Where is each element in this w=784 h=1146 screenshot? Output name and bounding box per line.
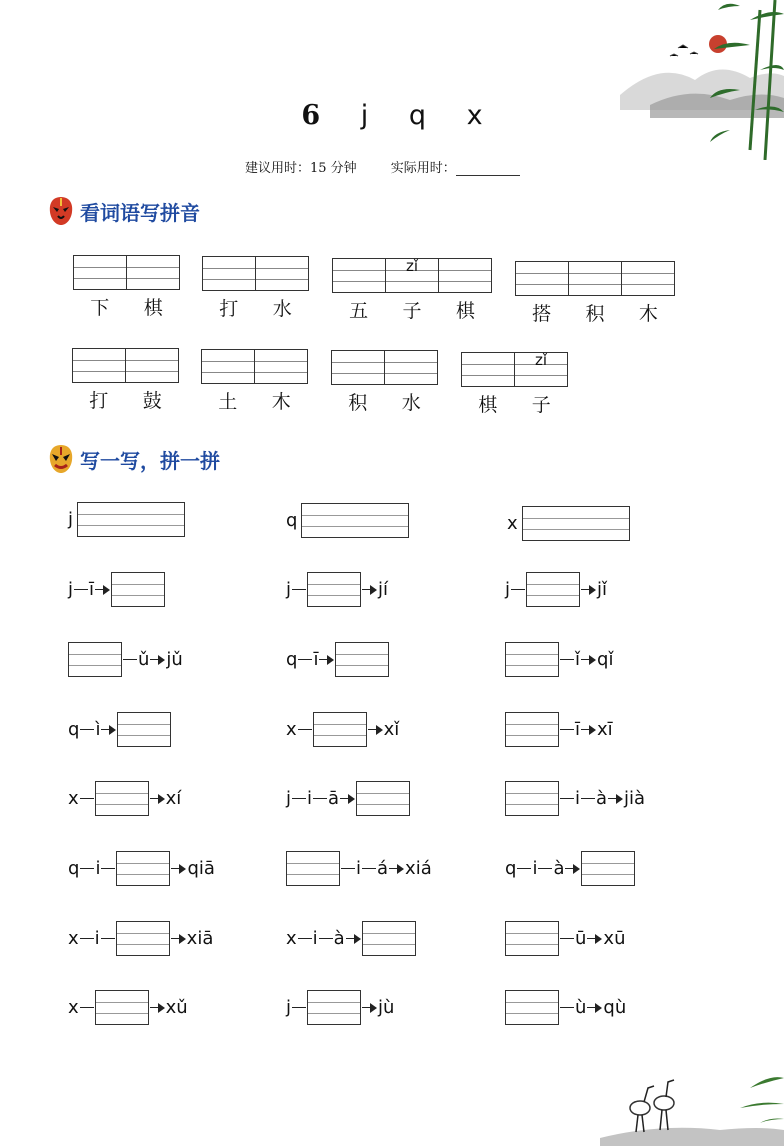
- letter-label: x: [507, 513, 518, 534]
- joining-dash: [80, 938, 94, 939]
- spelling-item: [286, 851, 432, 886]
- word-wuziqi: zǐ 五 子 棋: [332, 258, 492, 323]
- pinyin-text: i: [532, 858, 538, 879]
- answer-box[interactable]: [356, 781, 410, 816]
- pinyin-text: jí: [378, 579, 389, 600]
- pinyin-grid[interactable]: [201, 349, 308, 384]
- pinyin-text: xū: [603, 928, 626, 949]
- spelling-item: [505, 990, 626, 1025]
- answer-box[interactable]: [581, 851, 635, 886]
- joining-dash: [101, 868, 115, 869]
- opera-mask-red-icon: [48, 196, 74, 226]
- pinyin-text: à: [596, 788, 608, 809]
- arrow-right-icon: [340, 794, 354, 804]
- joining-dash: [319, 938, 333, 939]
- pinyin-text: xí: [165, 788, 182, 809]
- joining-dash: [560, 659, 574, 660]
- pinyin-text: jǐ: [597, 579, 608, 600]
- actual-time-label: 实际用时：: [390, 161, 456, 176]
- arrow-right-icon: [95, 585, 109, 595]
- joining-dash: [560, 938, 574, 939]
- spelling-item: [68, 642, 183, 677]
- pinyin-text: ì: [95, 719, 101, 740]
- arrow-right-icon: [150, 655, 164, 665]
- pinyin-text: x: [68, 788, 79, 809]
- suggested-time: 建议用时：15 分钟: [245, 161, 357, 176]
- title-letter-x: x: [466, 100, 483, 131]
- joining-dash: [292, 589, 306, 590]
- answer-box[interactable]: [313, 712, 367, 747]
- arrow-right-icon: [368, 725, 382, 735]
- letter-label: j: [68, 509, 74, 530]
- pinyin-text: i: [312, 928, 318, 949]
- spelling-item: [286, 921, 416, 956]
- answer-box[interactable]: [286, 851, 340, 886]
- spelling-item: [286, 642, 389, 677]
- spelling-item: [286, 572, 388, 607]
- answer-box[interactable]: [116, 851, 170, 886]
- answer-box[interactable]: [68, 642, 122, 677]
- actual-time-field[interactable]: [456, 163, 520, 176]
- answer-box[interactable]: [95, 781, 149, 816]
- pinyin-text: q: [68, 719, 80, 740]
- arrow-right-icon: [171, 934, 185, 944]
- arrow-right-icon: [346, 934, 360, 944]
- pinyin-text: xiā: [186, 928, 214, 949]
- letter-label: q: [286, 510, 298, 531]
- word-xiaqi: 下 棋: [73, 255, 180, 320]
- word-dashui: 打 水: [202, 256, 309, 321]
- answer-box[interactable]: [505, 990, 559, 1025]
- section1-title: 看词语写拼音: [80, 200, 200, 225]
- arrow-right-icon: [587, 934, 601, 944]
- joining-dash: [298, 729, 312, 730]
- pinyin-text: xiá: [405, 858, 432, 879]
- joining-dash: [517, 868, 531, 869]
- answer-box[interactable]: [505, 642, 559, 677]
- word-jishui: 积 水: [331, 350, 438, 415]
- title-letter-j: j: [360, 100, 369, 131]
- write-j: [68, 502, 185, 537]
- joining-dash: [341, 868, 355, 869]
- arrow-right-icon: [101, 725, 115, 735]
- spelling-item: [68, 851, 215, 886]
- joining-dash: [80, 798, 94, 799]
- joining-dash: [362, 868, 376, 869]
- pinyin-text: i: [307, 788, 313, 809]
- pinyin-text: ā: [328, 788, 340, 809]
- arrow-right-icon: [581, 725, 595, 735]
- pinyin-text: xī: [597, 719, 613, 740]
- spelling-item: [68, 921, 213, 956]
- joining-dash: [560, 798, 574, 799]
- spelling-item: [286, 990, 394, 1025]
- joining-dash: [80, 868, 94, 869]
- arrow-right-icon: [587, 1003, 601, 1013]
- landscape-decoration: [600, 0, 784, 160]
- lesson-number: 6: [301, 100, 321, 131]
- spelling-item: [68, 990, 188, 1025]
- joining-dash: [123, 659, 137, 660]
- pinyin-text: xǐ: [383, 719, 400, 740]
- pinyin-text: j: [68, 579, 74, 600]
- joining-dash: [292, 798, 306, 799]
- pinyin-text: i: [575, 788, 581, 809]
- spelling-item: [505, 921, 625, 956]
- joining-dash: [560, 729, 574, 730]
- section2-header: [48, 444, 220, 474]
- pinyin-text: i: [94, 928, 100, 949]
- pinyin-grid[interactable]: [72, 348, 179, 383]
- joining-dash: [511, 589, 525, 590]
- arrow-right-icon: [150, 1003, 164, 1013]
- joining-dash: [292, 1007, 306, 1008]
- pinyin-grid[interactable]: [515, 261, 675, 296]
- crane-decoration: [600, 1068, 784, 1146]
- spelling-item: [505, 572, 607, 607]
- arrow-right-icon: [362, 585, 376, 595]
- spelling-item: [505, 642, 613, 677]
- answer-box[interactable]: [95, 990, 149, 1025]
- section1-header: [48, 196, 200, 226]
- joining-dash: [74, 589, 88, 590]
- answer-box[interactable]: [505, 921, 559, 956]
- word-dagu: 打 鼓: [72, 348, 179, 413]
- pinyin-text: q: [286, 649, 298, 670]
- answer-box[interactable]: [307, 572, 361, 607]
- answer-box[interactable]: [335, 642, 389, 677]
- pinyin-text: j: [286, 579, 292, 600]
- writing-box[interactable]: [522, 506, 630, 541]
- pinyin-grid[interactable]: zǐ: [332, 258, 492, 293]
- pinyin-text: ù: [575, 997, 587, 1018]
- time-row: [245, 157, 520, 176]
- pinyin-text: xǔ: [165, 997, 188, 1018]
- pinyin-text: i: [95, 858, 101, 879]
- word-tumu: 土 木: [201, 349, 308, 414]
- answer-box[interactable]: [505, 781, 559, 816]
- arrow-right-icon: [319, 655, 333, 665]
- writing-box[interactable]: [77, 502, 185, 537]
- joining-dash: [298, 938, 312, 939]
- opera-mask-gold-icon: [48, 444, 74, 474]
- spelling-item: [505, 712, 613, 747]
- pinyin-text: ǔ: [138, 649, 150, 670]
- arrow-right-icon: [150, 794, 164, 804]
- pinyin-text: x: [68, 928, 79, 949]
- pinyin-text: qiā: [187, 858, 215, 879]
- pinyin-grid[interactable]: [73, 255, 180, 290]
- joining-dash: [581, 798, 595, 799]
- pinyin-text: j: [505, 579, 511, 600]
- pinyin-grid[interactable]: zǐ: [461, 352, 568, 387]
- pinyin-text: qù: [603, 997, 627, 1018]
- pinyin-text: ī: [575, 719, 581, 740]
- arrow-right-icon: [389, 864, 403, 874]
- writing-box[interactable]: [301, 503, 409, 538]
- pinyin-text: ū: [575, 928, 587, 949]
- pinyin-text: ī: [313, 649, 319, 670]
- answer-box[interactable]: [362, 921, 416, 956]
- joining-dash: [538, 868, 552, 869]
- pinyin-text: à: [333, 928, 345, 949]
- joining-dash: [80, 729, 94, 730]
- pinyin-text: q: [68, 858, 80, 879]
- title-letter-q: q: [408, 100, 427, 131]
- pinyin-text: x: [286, 719, 297, 740]
- pinyin-text: jù: [378, 997, 395, 1018]
- joining-dash: [298, 659, 312, 660]
- pinyin-grid[interactable]: [331, 350, 438, 385]
- pinyin-text: jià: [624, 788, 646, 809]
- pinyin-text: j: [286, 788, 292, 809]
- spelling-item: [68, 572, 165, 607]
- pinyin-text: x: [68, 997, 79, 1018]
- joining-dash: [101, 938, 115, 939]
- pinyin-text: qǐ: [597, 649, 614, 670]
- pinyin-text: j: [286, 997, 292, 1018]
- joining-dash: [313, 798, 327, 799]
- answer-box[interactable]: [111, 572, 165, 607]
- arrow-right-icon: [608, 794, 622, 804]
- joining-dash: [560, 1007, 574, 1008]
- answer-box[interactable]: [117, 712, 171, 747]
- word-qizi: zǐ 棋 子: [461, 352, 568, 417]
- spelling-item: [505, 781, 645, 816]
- pinyin-text: q: [505, 858, 517, 879]
- page-title: [0, 100, 784, 131]
- spelling-item: [286, 781, 410, 816]
- arrow-right-icon: [362, 1003, 376, 1013]
- write-q: [286, 503, 409, 538]
- section2-title: 写一写，拼一拼: [80, 448, 220, 473]
- pinyin-text: x: [286, 928, 297, 949]
- answer-box[interactable]: [116, 921, 170, 956]
- word-dajimu: 搭 积 木: [515, 261, 675, 326]
- joining-dash: [80, 1007, 94, 1008]
- spelling-item: [286, 712, 399, 747]
- pinyin-text: ǐ: [575, 649, 581, 670]
- pinyin-text: à: [553, 858, 565, 879]
- arrow-right-icon: [565, 864, 579, 874]
- pinyin-text: jǔ: [166, 649, 183, 670]
- answer-box[interactable]: [526, 572, 580, 607]
- write-x: [507, 506, 630, 541]
- spelling-item: [68, 781, 181, 816]
- arrow-right-icon: [581, 585, 595, 595]
- pinyin-text: i: [356, 858, 362, 879]
- answer-box[interactable]: [307, 990, 361, 1025]
- pinyin-text: ī: [89, 579, 95, 600]
- arrow-right-icon: [171, 864, 185, 874]
- pinyin-grid[interactable]: [202, 256, 309, 291]
- pinyin-text: á: [377, 858, 389, 879]
- arrow-right-icon: [581, 655, 595, 665]
- answer-box[interactable]: [505, 712, 559, 747]
- spelling-item: [505, 851, 635, 886]
- spelling-item: [68, 712, 171, 747]
